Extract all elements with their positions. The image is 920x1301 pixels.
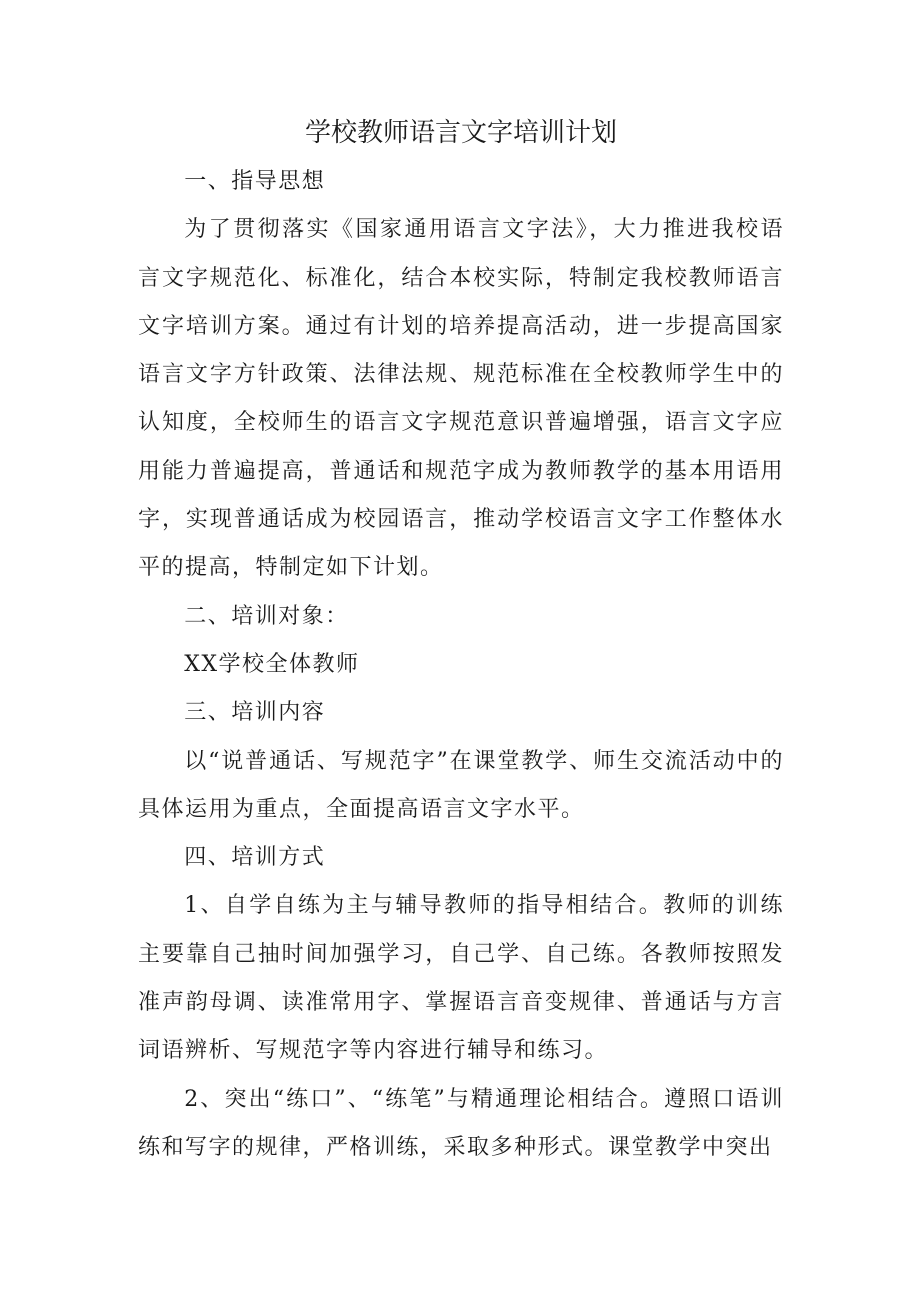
paragraph-training-method-2: 2、突出“练口”、“练笔”与精通理论相结合。遵照口语训练和写字的规律，严格训练，采取多种形式。课堂教学中突出 [138,1086,784,1160]
paragraph-training-method-1: 1、自学自练为主与辅导教师的指导相结合。教师的训练主要靠自己抽时间加强学习，自己学、自己练。各教师按照发准声韵母调、读准常用字、掌握语言音变规律、普通话与方言词语辨析、写规范字等内容进行辅导和练习。 [138,893,784,1064]
section-heading-training-target: 二、培训对象： [184,603,349,629]
paragraph-training-target: XX学校全体教师 [184,651,360,677]
section-heading-training-content: 三、培训内容 [184,700,326,726]
section-heading-guiding-ideology: 一、指导思想 [184,169,326,194]
paragraph-guiding-ideology: 为了贯彻落实《国家通用语言文字法》，大力推进我校语言文字规范化、标准化，结合本校实际，特制定我校教师语言文字培训方案。通过有计划的培养提高活动，进一步提高国家语言文字方针政策、法律法规、规范标准在全校教师学生中的认知度，全校师生的语言文字规范意识普遍增强，语言文字应用能力普遍提高，普通话和规范字成为教师教学的基本用语用字，实现普通话成为校园语言，推动学校语言文字工作整体水平的提高，特制定如下计划。 [138,217,784,581]
document-page [138,108,784,1172]
section-heading-training-method: 四、培训方式 [184,845,326,871]
document-title: 学校教师语言文字培训计划 [304,118,617,148]
paragraph-training-content: 以“说普通话、写规范字”在课堂教学、师生交流活动中的具体运用为重点，全面提高语言文字水平。 [138,748,784,822]
